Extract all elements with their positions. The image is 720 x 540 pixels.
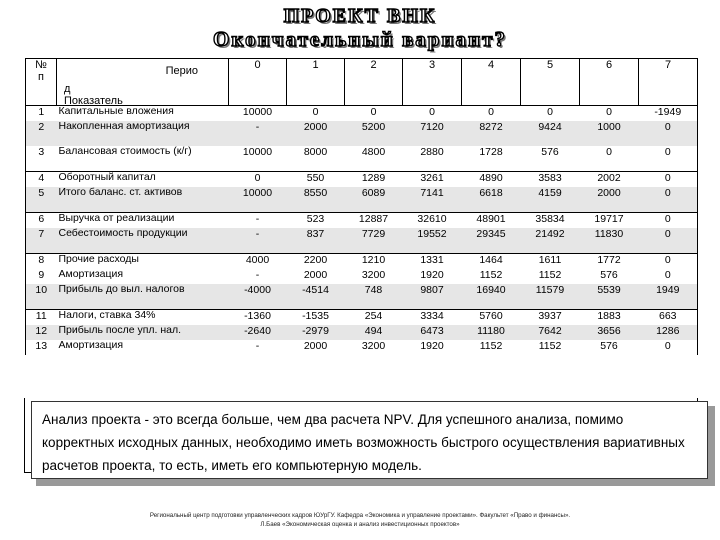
row-value-period-7: 0 [639,121,698,146]
row-value-period-7: 663 [639,310,698,326]
row-value-period-1: 550 [287,172,345,188]
row-number: 2 [26,121,57,146]
row-value-period-4: 48901 [462,213,521,229]
row-indicator-name: Прибыль до выл. налогов [57,284,229,310]
row-value-period-5: 3583 [521,172,580,188]
row-value-period-3: 1331 [403,254,462,270]
row-value-period-3: 19552 [403,228,462,254]
table-row [26,254,698,270]
row-number: 11 [26,310,57,326]
row-value-period-6: 576 [600,269,618,281]
header-period-suffix: д [64,83,71,95]
table-row [26,213,698,229]
row-indicator-name: Накопленная амортизация [57,121,229,146]
row-indicator-name: Оборотный капитал [57,172,229,188]
row-value-period-0: 10000 [242,146,273,158]
row-value-period-4: 11180 [462,325,521,340]
row-value-period-7: 0 [639,146,698,172]
row-number: 3 [26,146,57,172]
row-value-period-7: 0 [639,187,698,213]
row-value-period-2: 6089 [345,187,403,213]
row-value-period-2: 254 [345,310,403,326]
row-value-period-6: 0 [606,146,612,158]
header-period: 5 [521,59,580,106]
footer [0,511,720,529]
row-value-period-4: 1728 [479,146,503,158]
row-number: 1 [26,106,57,122]
row-value-period-1: -1535 [287,310,345,326]
row-value-period-2: 1289 [345,172,403,188]
row-value-period-0: -1360 [229,310,287,326]
row-value-period-2: 748 [345,284,403,310]
row-value-period-4: 4890 [462,172,521,188]
row-value-period-5: 11579 [521,284,580,310]
row-value-period-6: 3656 [580,325,639,340]
footer-line-1: Региональный центр подготовки управленческих кадров ЮУрГУ. Кафедра «Экономика и управление проектами». Факультет «Право и финансы». [149,512,571,519]
row-value-period-4: 0 [488,106,494,118]
row-value-period-2: 7729 [345,228,403,254]
table-row [26,310,698,326]
header-period: 3 [403,59,462,106]
header-number-top: № [35,59,47,71]
row-indicator-name: Капитальные вложения [58,105,174,117]
row-value-period-2: 3200 [361,269,386,281]
row-value-period-5: 1152 [538,269,562,281]
row-value-period-0: 10000 [229,187,287,213]
row-value-period-6: 2000 [580,187,639,213]
row-number: 10 [26,284,57,310]
row-value-period-6: 1000 [580,121,639,146]
row-value-period-1: 8000 [303,146,328,158]
row-number: 13 [26,340,57,355]
row-value-period-5: 9424 [521,121,580,146]
row-value-period-0: 4000 [229,254,287,270]
row-value-period-3: 9807 [403,284,462,310]
row-value-period-5: 3937 [521,310,580,326]
row-value-period-2: 3200 [361,340,386,352]
row-value-period-5: 7642 [521,325,580,340]
row-value-period-4: 29345 [462,228,521,254]
row-value-period-2: 5200 [345,121,403,146]
row-indicator-name: Прочие расходы [57,254,229,270]
row-number: 5 [26,187,57,213]
row-value-period-6: 5539 [580,284,639,310]
row-value-period-0: - [229,213,287,229]
header-period: 6 [580,59,639,106]
row-value-period-5: 1611 [521,254,580,270]
row-value-period-4: 1152 [479,269,503,281]
row-value-period-5: 21492 [521,228,580,254]
row-value-period-0: - [255,340,260,352]
row-value-period-1: 837 [287,228,345,254]
row-value-period-1: -2979 [287,325,345,340]
row-value-period-4: 8272 [462,121,521,146]
title-line-1: ПРОЕКТ ВНК [283,5,437,27]
row-value-period-5: 35834 [521,213,580,229]
row-value-period-4: 16940 [462,284,521,310]
row-value-period-7: 1286 [639,325,698,340]
row-value-period-0: -4000 [229,284,287,310]
row-value-period-0: 10000 [242,106,273,118]
row-value-period-5: 576 [541,146,559,158]
row-value-period-0: - [229,121,287,146]
row-value-period-0: - [229,228,287,254]
row-indicator-name: Амортизация [58,339,124,351]
row-value-period-3: 6473 [403,325,462,340]
row-value-period-6: 0 [606,106,612,118]
table-row [26,228,698,254]
row-value-period-3: 2880 [420,146,444,158]
row-value-period-6: 576 [600,340,618,352]
table-header-row [26,59,698,106]
row-value-period-2: 4800 [361,146,386,158]
table-row [26,172,698,188]
row-value-period-7: -1949 [639,106,698,122]
row-value-period-4: 5760 [462,310,521,326]
row-indicator-name: Себестоимость продукции [57,228,229,254]
row-value-period-5: 0 [547,106,553,118]
table-row [26,187,698,213]
row-value-period-3: 32610 [403,213,462,229]
header-period-label: Перио [165,65,198,77]
row-value-period-3: 1920 [420,340,444,352]
row-value-period-1: 2200 [287,254,345,270]
row-value-period-7: 0 [639,228,698,254]
row-value-period-1: 8550 [287,187,345,213]
row-value-period-3: 3261 [403,172,462,188]
row-value-period-3: 7141 [403,187,462,213]
row-value-period-7: 1949 [639,284,698,310]
row-indicator-name: Итого баланс. ст. активов [57,187,229,213]
header-period: 0 [229,59,287,106]
slide-title [0,6,720,50]
row-number: 6 [26,213,57,229]
row-value-period-6: 1883 [580,310,639,326]
title-line-2: Окончательный вариант? [213,27,507,51]
header-period: 1 [287,59,345,106]
row-number: 12 [26,325,57,340]
row-value-period-3: 0 [429,106,435,118]
row-value-period-0: - [255,269,260,281]
row-value-period-7: 0 [639,269,698,284]
row-value-period-3: 7120 [403,121,462,146]
row-value-period-7: 0 [639,213,698,229]
row-value-period-4: 1152 [479,340,503,352]
row-indicator-name: Выручка от реализации [57,213,229,229]
row-value-period-6: 19717 [580,213,639,229]
row-value-period-1: 523 [287,213,345,229]
footer-line-2: Л.Баев «Экономическая оценка и анализ инвестиционных проектов» [260,521,460,528]
row-indicator-name: Балансовая стоимость (к/г) [58,145,192,157]
row-value-period-3: 3334 [403,310,462,326]
row-indicator-name: Амортизация [58,268,124,280]
row-value-period-1: 2000 [303,340,328,352]
row-value-period-2: 494 [345,325,403,340]
header-period: 2 [345,59,403,106]
row-value-period-2: 1210 [345,254,403,270]
table-row [26,325,698,340]
row-number: 4 [26,172,57,188]
header-period: 4 [462,59,521,106]
row-value-period-5: 1152 [538,340,562,352]
row-number: 9 [26,269,57,284]
row-number: 8 [26,254,57,270]
row-value-period-7: 0 [639,254,698,270]
header-indicator [57,59,229,106]
row-value-period-7: 0 [639,340,698,355]
row-value-period-4: 1464 [462,254,521,270]
table-row [26,269,698,284]
note-box: Анализ проекта - это всегда больше, чем два расчета NPV. Для успешного анализа, помимо корректных исходных данных, необходимо иметь возможность быстрого осуществления вариативных расчетов проекта, то есть, иметь его компьютерную модель. [31,401,708,479]
row-number: 7 [26,228,57,254]
header-number [26,59,57,106]
row-value-period-5: 4159 [521,187,580,213]
project-table [25,58,698,355]
header-period: 7 [639,59,698,106]
row-value-period-3: 1920 [420,269,444,281]
row-value-period-1: 0 [312,106,319,118]
table-row [26,121,698,146]
row-value-period-6: 1772 [580,254,639,270]
row-value-period-1: -4514 [287,284,345,310]
row-value-period-2: 0 [370,106,377,118]
row-value-period-0: 0 [229,172,287,188]
table-row [26,106,698,122]
row-indicator-name: Налоги, ставка 34% [57,310,229,326]
row-value-period-6: 11830 [580,228,639,254]
row-value-period-0: -2640 [229,325,287,340]
table-row [26,340,698,355]
row-value-period-1: 2000 [303,269,328,281]
table-row [26,284,698,310]
row-value-period-6: 2002 [580,172,639,188]
table-row [26,146,698,172]
row-value-period-2: 12887 [345,213,403,229]
header-number-bottom: п [38,71,44,83]
row-value-period-4: 6618 [462,187,521,213]
header-indicator-label: Показатель [64,95,123,107]
row-indicator-name: Прибыль после упл. нал. [57,325,229,340]
row-value-period-7: 0 [639,172,698,188]
row-value-period-1: 2000 [287,121,345,146]
